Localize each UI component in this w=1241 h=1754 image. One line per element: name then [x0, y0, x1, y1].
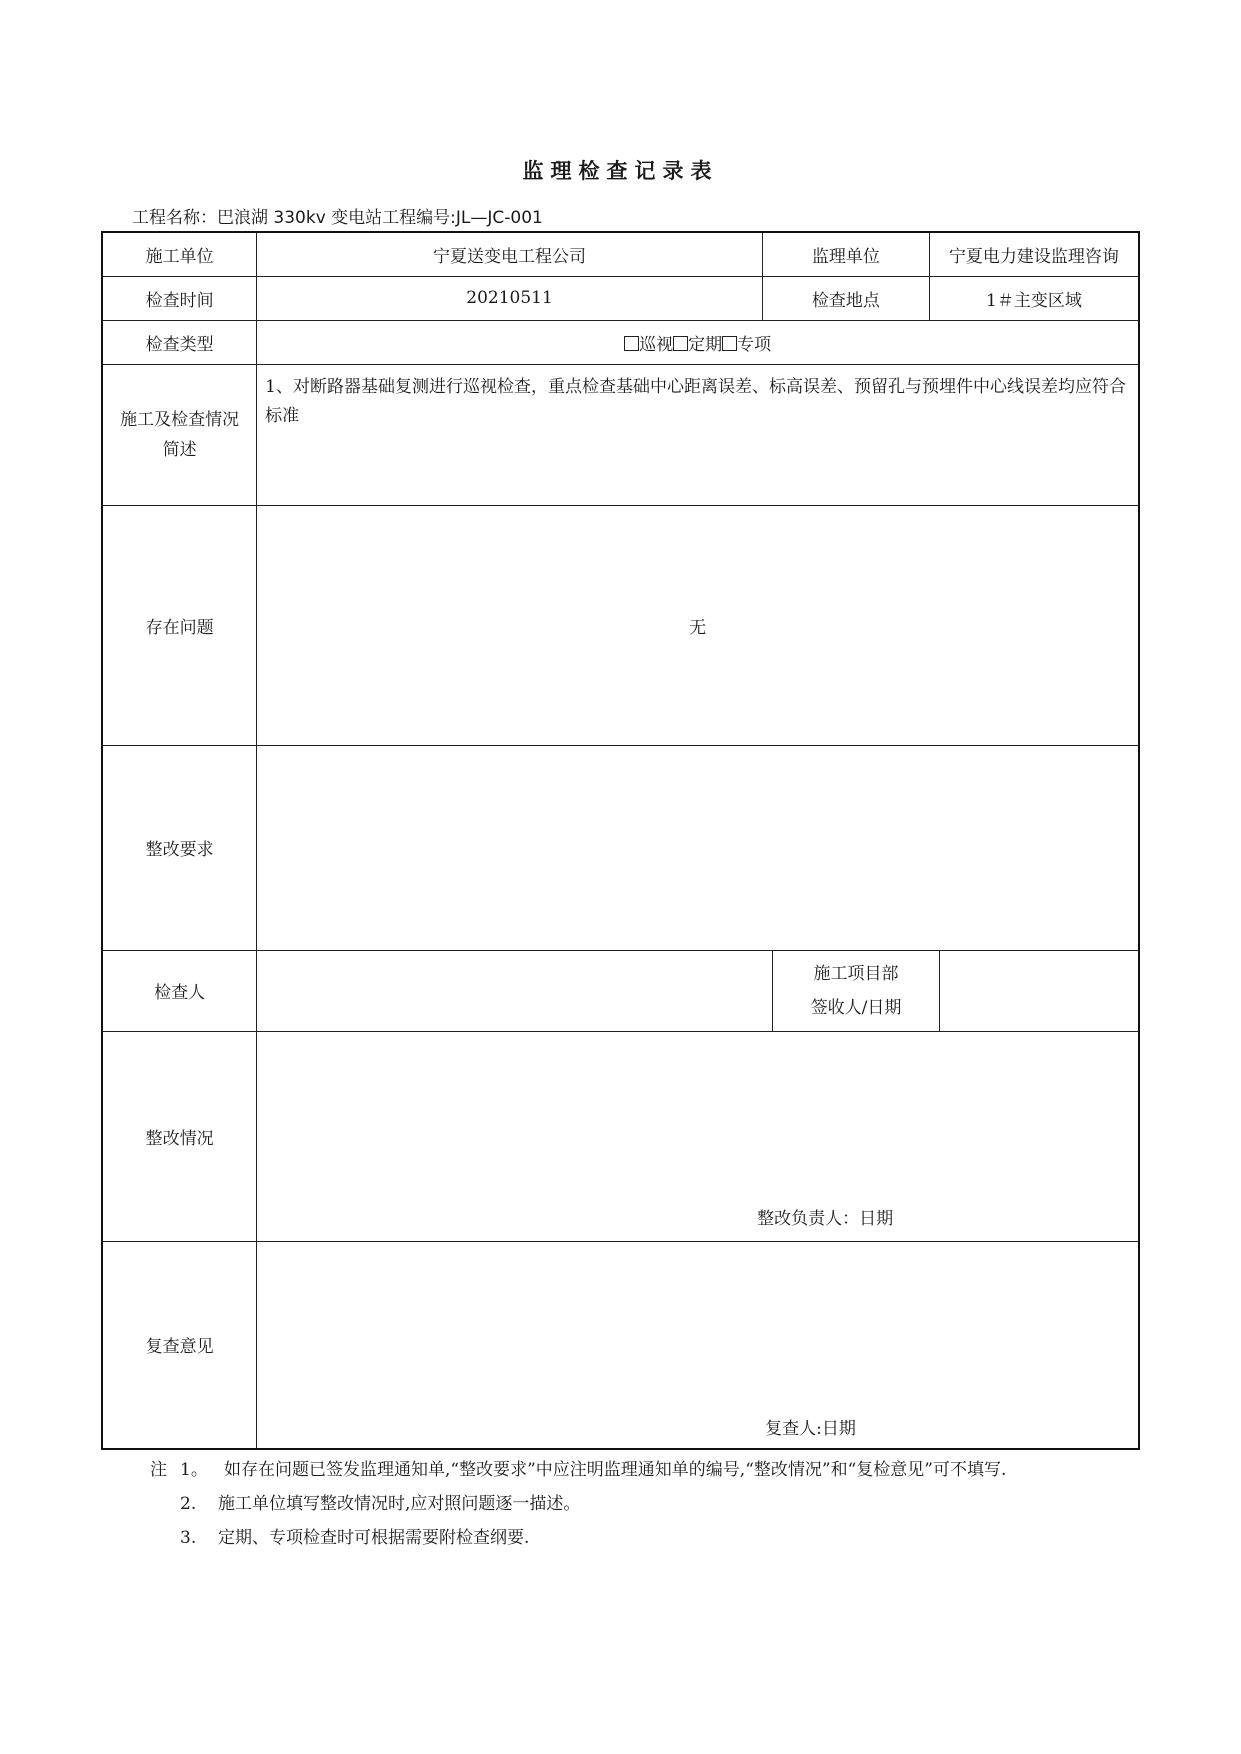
construction-unit-label: 施工单位 — [102, 232, 257, 276]
note-text: 定期、专项检查时可根据需要附检查纲要. — [218, 1528, 530, 1548]
note-mark: 注 — [150, 1460, 167, 1480]
row-units — [102, 232, 1139, 276]
rectify-status-value[interactable] — [257, 1031, 1139, 1241]
note-item — [150, 1453, 1140, 1487]
row-problems — [102, 505, 1139, 745]
problems-value: 无 — [257, 505, 1139, 745]
row-rectify-status — [102, 1031, 1139, 1241]
summary-label: 施工及检查情况简述 — [102, 364, 257, 505]
note-number: 3. — [180, 1528, 197, 1548]
project-info: 工程名称：巴浪湖 330kv 变电站工程编号:JL—JC-001 — [132, 208, 543, 228]
project-dept-sign-value[interactable] — [940, 950, 1140, 1031]
type-patrol-label: 巡视 — [639, 334, 674, 355]
row-summary — [102, 364, 1139, 505]
page-title: 监理检查记录表 — [522, 159, 719, 183]
note-text: 施工单位填写整改情况时,应对照问题逐一描述。 — [218, 1494, 581, 1514]
supervision-unit-label: 监理单位 — [762, 232, 929, 276]
review-sign-line: 复查人:日期 — [765, 1418, 856, 1439]
row-time-place — [102, 276, 1139, 320]
checkbox-special[interactable] — [722, 336, 737, 351]
rectify-status-label: 整改情况 — [102, 1031, 257, 1241]
note-number: 2. — [180, 1494, 197, 1514]
supervision-unit-value: 宁夏电力建设监理咨询 — [929, 232, 1139, 276]
row-rectify-requirement — [102, 745, 1139, 950]
review-label: 复查意见 — [102, 1241, 257, 1449]
inspection-record-table — [101, 231, 1140, 1450]
review-value[interactable] — [257, 1241, 1139, 1449]
rectify-requirement-label: 整改要求 — [102, 745, 257, 950]
inspector-value[interactable] — [257, 950, 773, 1031]
note-number: 1。 — [180, 1460, 208, 1480]
inspect-time-label: 检查时间 — [102, 276, 257, 320]
inspect-type-label: 检查类型 — [102, 320, 257, 364]
summary-text: 1、对断路器基础复测进行巡视检查，重点检查基础中心距离误差、标高误差、预留孔与预埋件中心线误差均应符合标准 — [257, 364, 1139, 505]
row-inspector — [102, 950, 1139, 1031]
project-dept-label-line2: 签收人/日期 — [810, 997, 902, 1018]
type-periodic-label: 定期 — [688, 334, 723, 355]
checkbox-periodic[interactable] — [673, 336, 688, 351]
inspector-label: 检查人 — [102, 950, 257, 1031]
notes-section — [150, 1453, 1140, 1555]
row-inspect-type — [102, 320, 1139, 364]
inspect-type-options — [257, 320, 1139, 364]
project-dept-sign-label — [773, 950, 940, 1031]
problems-label: 存在问题 — [102, 505, 257, 745]
rectify-sign-line: 整改负责人：日期 — [757, 1208, 894, 1229]
inspect-time-value: 20210511 — [257, 276, 763, 320]
inspect-place-label: 检查地点 — [762, 276, 929, 320]
inspect-place-value: 1＃主变区域 — [929, 276, 1139, 320]
type-special-label: 专项 — [737, 334, 772, 355]
note-item — [150, 1521, 1140, 1555]
construction-unit-value: 宁夏送变电工程公司 — [257, 232, 763, 276]
row-review — [102, 1241, 1139, 1449]
rectify-requirement-value[interactable] — [257, 745, 1139, 950]
checkbox-patrol[interactable] — [624, 336, 639, 351]
note-item — [150, 1487, 1140, 1521]
note-text: 如存在问题已签发监理通知单,“整改要求”中应注明监理通知单的编号,“整改情况”和“复检意见”可不填写. — [224, 1460, 1007, 1480]
project-dept-label-line1: 施工项目部 — [813, 963, 899, 984]
